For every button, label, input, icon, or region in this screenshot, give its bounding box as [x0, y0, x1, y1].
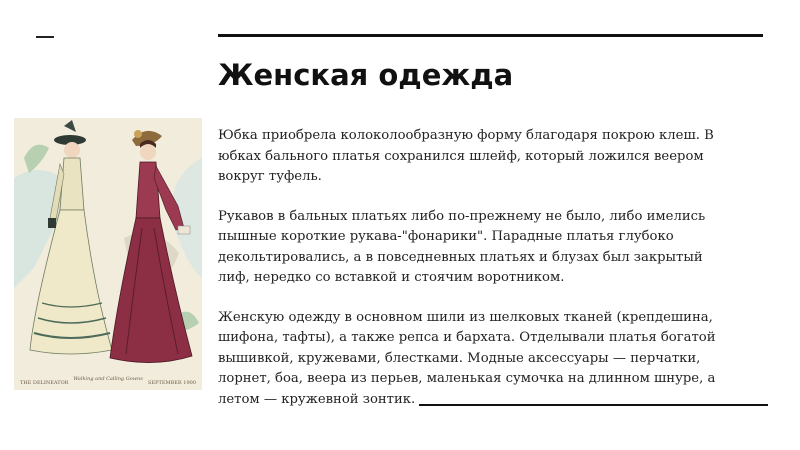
fashion-plate-svg	[14, 118, 202, 390]
text-line-last	[218, 390, 768, 411]
text-line: лиф, нередко со вставкой и стоячим воротником.	[218, 270, 565, 285]
paragraph-skirt	[218, 126, 768, 188]
caption-right: SEPTEMBER 1900	[148, 380, 196, 386]
text-line: вокруг туфель.	[218, 169, 322, 184]
caption-left: THE DELINEATOR	[20, 380, 69, 386]
text-line: шифона, тафты), а также репса и бархата. Отделывали платья богатой	[218, 330, 716, 345]
fashion-plate-illustration	[14, 118, 202, 390]
text-line: вышивкой, кружевами, блестками. Модные аксессуары — перчатки,	[218, 350, 701, 366]
text-line: лорнет, боа, веера из перьев, маленькая сумочка на длинном шнуре, а	[218, 371, 716, 386]
text-line: декольтировались, а в повседневных платьях и блузах был закрытый	[218, 249, 703, 265]
bottom-rule	[419, 404, 768, 406]
text-line: Рукавов в бальных платьях либо по-прежнему не было, либо имелись	[218, 208, 706, 224]
text-line: летом — кружевной зонтик.	[218, 391, 416, 407]
text-line: Женскую одежду в основном шили из шелковых тканей (крепдешина,	[218, 309, 713, 325]
text-line: пышные короткие рукава-"фонарики". Парадные платья глубоко	[218, 229, 674, 244]
top-rule	[218, 34, 763, 37]
paragraph-sleeves	[218, 207, 768, 289]
text-line: юбках бального платья сохранился шлейф, который ложился веером	[218, 148, 704, 164]
corner-dash	[36, 36, 54, 38]
caption-center: Walking and Calling Gowns	[73, 376, 143, 382]
paragraph-fabrics	[218, 308, 768, 411]
text-line: Юбка приобрела колоколообразную форму благодаря покрою клеш. В	[218, 128, 714, 143]
slide-title: Женская одежда	[218, 58, 514, 92]
body-text	[218, 126, 768, 429]
